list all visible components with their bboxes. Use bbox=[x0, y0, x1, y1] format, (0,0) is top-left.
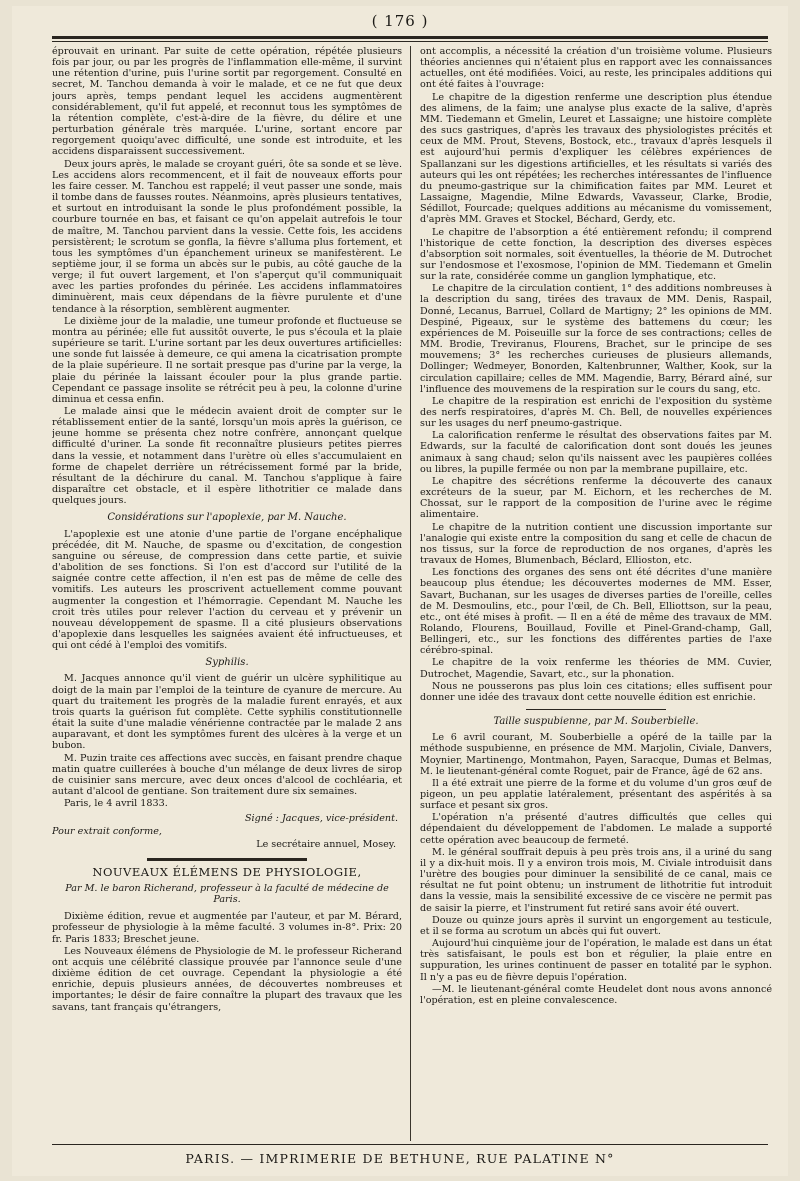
paragraph: Aujourd'hui cinquième jour de l'opération, le malade est dans un état très satisfaisant, le pouls est bon et régulier, la plaie entre en suppuration, les urines continuent de passer en totalité par le syphon. Il n'y a pas eu de fièvre depuis l'opération. bbox=[420, 938, 772, 983]
paragraph: Les fonctions des organes des sens ont été décrites d'une manière beaucoup plus étendue; les découvertes modernes de MM. Esser, Savart, Buchanan, sur les usages de diverses parties de l'oreille, celles de M. Desmoulins, etc., pour l'œil, de Ch. Bell, Elliottson, sur la peau, etc., ont été mises à profit. — Il en a été de même des travaux de MM. Rolando, Flourens, Bouillaud, Foville et Pinel-Grand-champ, Gall, Bellingeri, etc., sur les fonctions des différentes parties de l'axe cérébro-spinal. bbox=[420, 567, 772, 657]
header-rule bbox=[52, 36, 768, 39]
paragraph: Dixième édition, revue et augmentée par l'auteur, et par M. Bérard, professeur de physiologie à la même faculté. 3 volumes in-8°. Prix: 20 fr. Paris 1833; Breschet jeune. bbox=[52, 911, 402, 945]
paragraph: Le chapitre de la voix renferme les théories de MM. Cuvier, Dutrochet, Magendie, Savart, etc., sur la phonation. bbox=[420, 657, 772, 680]
paragraph: Le chapitre de la respiration est enrichi de l'exposition du système des nerfs respiratoires, d'après M. Ch. Bell, de nouvelles expériences sur les usages du nerf pneumo-gastrique. bbox=[420, 395, 772, 430]
paragraph: —M. le lieutenant-général comte Heudelet dont nous avons annoncé l'opération, est en pleine convalescence. bbox=[420, 983, 772, 1006]
paragraph: Deux jours après, le malade se croyant guéri, ôte sa sonde et se lève. Les accidens alors recommencent, et il fait de nouveaux efforts pour les faire cesser. M. Tanchou est rappelé; il veut passer une sonde, mais il tombe dans de fausses routes. Néanmoins, après plusieurs tentatives, et surtout en introduisant la sonde le plus profondément possible, la courbure tournée en bas, et faisant ce qu'on appelait autrefois le tour de maître, M. Tanchou parvient dans la vessie. Cette fois, les accidens persistèrent; le scrotum se gonfla, la fièvre s'alluma plus fortement, et tous les symptômes d'un épanchement urineux se manifestèrent. Le septième jour, il se forma un abcès sur le pubis, au côté gauche de la verge; il fut ouvert largement, et l'on s'aperçut qu'il communiquait avec les parties profondes du périnée. Les accidens inflammatoires diminuèrent, mais ceux dépendans de la fièvre purulente et d'une tendance à la résorption, semblèrent augmenter. bbox=[52, 158, 402, 315]
newspaper-page bbox=[12, 6, 788, 1176]
header-rule-thin bbox=[52, 41, 768, 42]
syphilis-heading: Syphilis. bbox=[205, 657, 249, 669]
signature-line: Signé : Jacques, vice-président. bbox=[244, 813, 398, 825]
paragraph: Le dixième jour de la maladie, une tumeur profonde et fluctueuse se montra au périnée; elle fut aussitôt ouverte, le pus s'écoula et la plaie supérieure se tarit. L'urine sortant par les deux ouvertures artificielles: une sonde fut laissée à demeure, ce qui amena la cicatrisation prompte de la plaie supérieure. Il ne sortait presque pas d'urine par la verge, la plaie du périnée la laissant écouler pour la plus grande partie. Cependant ce passage insolite se rétrécit peu à peu, la colonne d'urine diminua et cessa enfin. bbox=[52, 315, 402, 405]
paragraph: L'opération n'a présenté d'autres difficultés que celles qui dépendaient du développement de l'abdomen. Le malade a supporté cette opération avec beaucoup de fermeté. bbox=[420, 812, 772, 846]
secretary-line: Le secrétaire annuel, Mosey. bbox=[256, 838, 396, 850]
column-divider bbox=[410, 46, 411, 1141]
paragraph: Le chapitre de la digestion renferme une description plus étendue des alimens, de la faim; une analyse plus exacte de la salive, d'après MM. Tiedemann et Gmelin, Leuret et Lassaigne; une histoire complète des sucs gastriques, d'après les travaux des physiologistes précités et ceux de MM. Prout, Stevens, Bostock, etc., travaux d'après lesquels il est aujourd'hui permis d'expliquer les célèbres expériences de Spallanzani sur les digestions artificielles, et les résultats si variés des auteurs qui les ont répétées; les recherches intéressantes de l'influence du pneumo-gastrique sur la chimification faites par MM. Leuret et Lassaigne, Magendie, Milne Edwards, Vavasseur, Clarke, Brodie, Sédillot, Fourcade; quelques additions au mécanisme du vomissement, d'après MM. Graves et Stockel, Béchard, Gerdy, etc. bbox=[420, 91, 772, 226]
right-column bbox=[420, 46, 772, 1141]
paragraph: éprouvait en urinant. Par suite de cette opération, répétée plusieurs fois par jour, ou par les progrès de l'inflammation elle-même, il survint une rétention d'urine, puis l'urine sortit par regorgement. Consulté en secret, M. Tanchou demanda à voir le malade, et ce ne fut que deux jours après, temps pendant lequel les accidens augmentèrent considérablement, qu'il fut appelé, et reconnut tous les symptômes de la rétention complète, c'est-à-dire de la fièvre, du délire et une perturbation générale très marquée. L'urine, sortant encore par regorgement quoiqu'avec difficulté, une sonde est introduite, et les accidens disparaissent successivement. bbox=[52, 46, 402, 158]
imprint-footer: PARIS. — IMPRIMERIE DE BETHUNE, RUE PALATINE N° bbox=[185, 1151, 615, 1166]
paragraph: Il a été extrait une pierre de la forme et du volume d'un gros œuf de pigeon, un peu applatie latéralement, présentant des aspérités à sa surface et pesant six gros. bbox=[420, 777, 772, 812]
paragraph: La calorification renferme le résultat des observations faites par M. Edwards, sur la faculté de calorification dont sont doués les jeunes animaux à sang chaud; selon qu'ils naissent avec les paupières collées ou libres, la pupille fermée ou non par la membrane pupillaire, etc. bbox=[420, 430, 772, 475]
paragraph: M. Puzin traite ces affections avec succès, en faisant prendre chaque matin quatre cuillerées à bouche d'un mélange de deux livres de sirop de cuisinier sans mercure, avec deux onces d'alcool de cochléaria, et autant d'alcool de gentiane. Son traitement dure six semaines. bbox=[52, 752, 402, 797]
paragraph: Le malade ainsi que le médecin avaient droit de compter sur le rétablissement entier de la santé, lorsqu'un mois après la guérison, ce jeune homme se présenta chez notre confrère, annonçant quelque difficulté d'uriner. La sonde fit reconnaître plusieurs petites pierres dans la vessie, et notamment dans l'urètre où elles s'accumulaient en forme de chapelet derrière un rétrécissement formé par la bride, résultant de la déchirure du canal. M. Tanchou s'applique à faire disparaître cet obstacle, et il espère lithotritier ce malade dans quelques jours. bbox=[52, 406, 402, 507]
physiology-byline: Par M. le baron Richerand, professeur à la faculté de médecine de Paris. bbox=[65, 882, 389, 906]
paragraph: Le 6 avril courant, M. Souberbielle a opéré de la taille par la méthode suspubienne, en présence de MM. Marjolin, Civiale, Danvers, Moynier, Martinengo, Montmahon, Payen, Saracque, Dumas et Belmas, M. le lieutenant-général comte Roguet, pair de France, âgé de 62 ans. bbox=[420, 732, 772, 777]
paragraph: Nous ne pousserons pas plus loin ces citations; elles suffisent pour donner une idée des travaux dont cette nouvelle édition est enrichie. bbox=[420, 680, 772, 703]
taille-heading: Taille suspubienne, par M. Souberbielle. bbox=[493, 716, 699, 728]
section-divider bbox=[526, 709, 666, 710]
paragraph: Le chapitre de la nutrition contient une discussion importante sur l'analogie qui existe entre la composition du sang et celle de chacun de nos tissus, sur la force de reproduction de nos organes, d'après les travaux de Homes, Blumenbach, Béclard, Ellioston, etc. bbox=[420, 521, 772, 567]
footer-rule bbox=[52, 1144, 768, 1145]
section-divider bbox=[147, 858, 307, 861]
extract-line: Pour extrait conforme, bbox=[52, 826, 162, 838]
date-line: Paris, le 4 avril 1833. bbox=[64, 798, 168, 810]
paragraph: Le chapitre de la circulation contient, 1° des additions nombreuses à la description du sang, tirées des travaux de MM. Denis, Raspail, Donné, Lecanus, Barruel, Collard de Martigny; 2° les opinions de MM. Despiné, Pigeaux, sur le système des battemens du cœur; les expériences de M. Poiseuille sur la force de ses contractions; celles de MM. Brodie, Treviranus, Flourens, Brachet, sur le principe de ses mouvemens; 3° les recherches curieuses de plusieurs allemands, Dollinger; Wedmeyer, Bonorden, Kaltenbrunner, Walther, Kook, sur la circulation capillaire; celles de MM. Magendie, Barry, Bérard aîné, sur l'influence des mouvemens de la respiration sur le cours du sang, etc. bbox=[420, 283, 772, 395]
paragraph: L'apoplexie est une atonie d'une partie de l'organe encéphalique précédée, dit M. Nauche, de spasme ou d'excitation, de congestion sanguine ou séreuse, de compression dans cette partie, et suivie d'abolition de ses fonctions. Si l'on est d'accord sur l'utilité de la saignée contre cette affection, il n'en est pas de même de celle des vomitifs. Les auteurs les proscrivent actuellement comme pouvant augmenter la congestion et l'hémorragie. Cependant M. Nauche les croit très utiles pour relever l'action du cerveau et y prévenir un nouveau développement de spasme. Il a cité plusieurs observations d'apoplexie dans lesquelles les saignées avaient été infructueuses, et qui ont cédé à l'emploi des vomitifs. bbox=[52, 528, 402, 652]
paragraph: Les Nouveaux élémens de Physiologie de M. le professeur Richerand ont acquis une célébrité classique prouvée par l'annonce seule d'une dixième édition de cet ouvrage. Cependant la physiologie a été enrichie, depuis plusieurs années, de découvertes nombreuses et importantes; le désir de faire connaître la plupart des travaux que les savans, tant français qu'étrangers, bbox=[52, 945, 402, 1013]
paragraph: Le chapitre des sécrétions renferme la découverte des canaux excréteurs de la sueur, par M. Eichorn, et les recherches de M. Chossat, sur le rapport de la composition de l'urine avec le régime alimentaire. bbox=[420, 475, 772, 521]
paragraph: Douze ou quinze jours après il survint un engorgement au testicule, et il se forma au scrotum un abcès qui fut ouvert. bbox=[420, 914, 772, 937]
paragraph: M. Jacques annonce qu'il vient de guérir un ulcère syphilitique au doigt de la main par l'emploi de la teinture de cyanure de mercure. Au quart du traitement les progrès de la maladie furent enrayés, et aux trois quarts la guérison fut complète. Cette syphilis constitutionnelle était la suite d'une maladie vénérienne contractée par le malade 2 ans auparavant, et dont les symptômes furent des ulcères à la verge et un bubon. bbox=[52, 673, 402, 752]
physiology-title: NOUVEAUX ÉLÉMENS DE PHYSIOLOGIE, bbox=[92, 864, 362, 879]
apoplexie-heading: Considérations sur l'apoplexie, par M. Nauche. bbox=[107, 512, 347, 524]
page-number: ( 176 ) bbox=[371, 12, 429, 30]
paragraph: Le chapitre de l'absorption a été entièrement refondu; il comprend l'historique de cette fonction, la description des diverses espèces d'absorption soit normales, soit éventuelles, la théorie de M. Dutrochet sur l'endosmose et l'exosmose, l'opinion de MM. Tiedemann et Gmelin sur la rate, considérée comme un ganglion lymphatique, etc. bbox=[420, 226, 772, 283]
paragraph: ont accomplis, a nécessité la création d'un troisième volume. Plusieurs théories anciennes qui n'étaient plus en rapport avec les connaissances actuelles, ont été modifiées. Voici, au reste, les principales additions qui ont été faites à l'ouvrage: bbox=[420, 46, 772, 91]
left-column bbox=[52, 46, 402, 1141]
paragraph: M. le général souffrait depuis à peu près trois ans, il a uriné du sang il y a dix-huit mois. Il y a environ trois mois, M. Civiale introduisit dans l'urètre des bougies pour diminuer la sensibilité de ce canal, mais ce résultat ne fut point obtenu; un instrument de lithotritie fut introduit dans la vessie, mais la sensibilité excessive de ce viscère ne permit pas de saisir la pierre, et l'instrument fut retiré sans avoir été ouvert. bbox=[420, 846, 772, 914]
